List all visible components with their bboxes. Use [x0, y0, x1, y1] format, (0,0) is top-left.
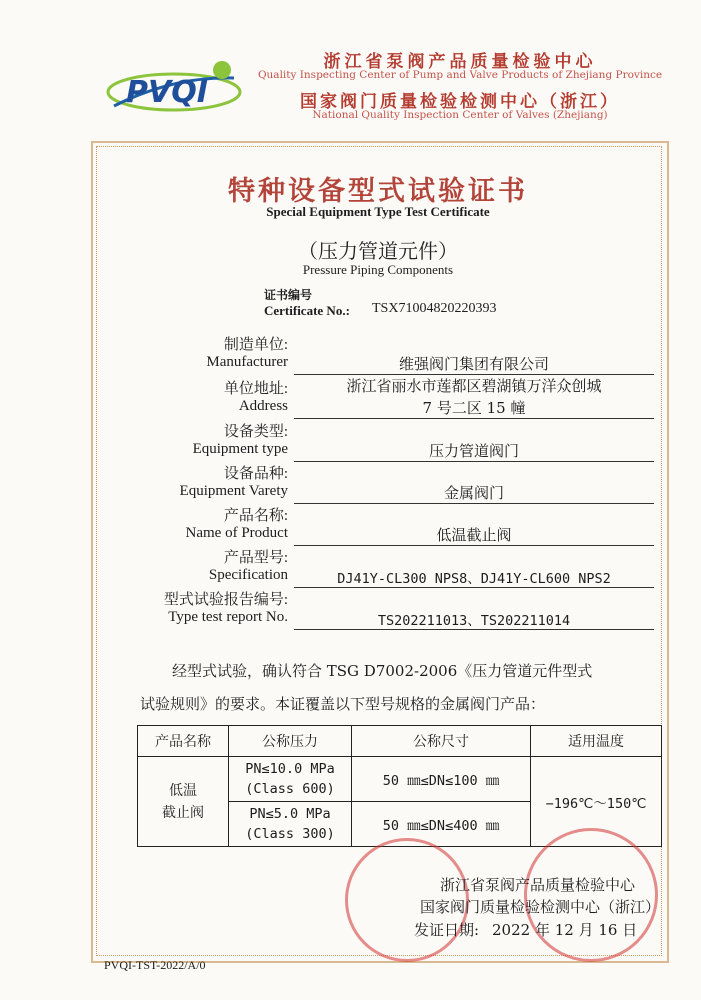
equipment-variety-underline	[294, 503, 654, 504]
statement-line2: 试验规则》的要求。本证覆盖以下型号规格的金属阀门产品：	[140, 695, 546, 713]
table-row	[138, 757, 662, 802]
equipment-type-label-en: Equipment type	[192, 441, 288, 457]
report-label-en: Type test report No.	[168, 609, 288, 625]
pressure-class: (Class 300)	[245, 826, 335, 842]
table-header: 适用温度	[531, 726, 662, 757]
equipment-variety-label-en: Equipment Varety	[179, 483, 288, 499]
report-label-cn: 型式试验报告编号:	[163, 592, 288, 608]
title-cn: 特种设备型式试验证书	[228, 176, 528, 207]
table-size-cell: 50 ㎜≤DN≤100 ㎜	[352, 757, 531, 802]
signature-org-2: 国家阀门质量检验检测中心（浙江）	[419, 898, 660, 916]
table-header-row	[138, 726, 662, 757]
product-name-value: 低温截止阀	[436, 526, 512, 544]
report-value: TS202211013、TS202211014	[377, 613, 571, 629]
manufacturer-label-cn: 制造单位:	[223, 337, 288, 353]
table-pressure-cell	[229, 802, 352, 847]
table-product-line2: 截止阀	[162, 804, 204, 821]
address-underline	[294, 418, 654, 419]
header-org-cn-2: 国家阀门质量检验检测中心（浙江）	[300, 92, 620, 112]
document-code: PVQI-TST-2022/A/0	[104, 958, 206, 972]
pressure-class: (Class 600)	[245, 781, 335, 797]
pvqi-logo	[104, 56, 244, 126]
equipment-variety-label-cn: 设备品种:	[223, 466, 288, 482]
certificate-no-label-en: Certificate No.:	[264, 303, 350, 318]
table-temperature-cell: −196℃～150℃	[531, 757, 662, 847]
official-seal-right	[524, 828, 658, 962]
address-label-cn: 单位地址:	[223, 381, 288, 397]
signature-date: 2022 年 12 月 16 日	[492, 921, 638, 939]
product-name-label-cn: 产品名称:	[223, 508, 288, 524]
signature-org-1: 浙江省泵阀产品质量检验中心	[439, 876, 635, 894]
title-en: Special Equipment Type Test Certificate	[266, 204, 490, 219]
product-name-label-en: Name of Product	[185, 525, 288, 541]
table-product-line1: 低温	[169, 782, 197, 799]
header-org-cn-1: 浙江省泵阀产品质量检验中心	[323, 52, 597, 72]
pressure-value: PN≤10.0 MPa	[245, 761, 335, 777]
statement-line1: 经型式试验，确认符合 TSG D7002-2006《压力管道元件型式	[172, 662, 593, 680]
certificate-no-label-cn: 证书编号	[264, 288, 313, 302]
address-label-en: Address	[238, 398, 288, 414]
equipment-variety-value: 金属阀门	[443, 484, 504, 502]
certificate-number: TSX71004820220393	[372, 301, 497, 316]
table-header: 公称压力	[229, 726, 352, 757]
report-underline	[294, 629, 654, 630]
address-value-line1: 浙江省丽水市莲都区碧湖镇万洋众创城	[346, 377, 602, 395]
specification-label-en: Specification	[208, 567, 288, 583]
address-value-line2: 7 号二区 15 幢	[422, 399, 526, 417]
table-header: 产品名称	[138, 726, 229, 757]
subtitle-cn: （压力管道元件）	[298, 239, 458, 263]
equipment-type-underline	[294, 461, 654, 462]
table-header: 公称尺寸	[352, 726, 531, 757]
table-pressure-cell	[229, 757, 352, 802]
manufacturer-label-en: Manufacturer	[206, 354, 288, 370]
svg-text:PVQI: PVQI	[126, 75, 208, 110]
table-size-cell: 50 ㎜≤DN≤400 ㎜	[352, 802, 531, 847]
pressure-value: PN≤5.0 MPa	[249, 806, 331, 822]
specification-underline	[294, 587, 654, 588]
header-org-en-1: Quality Inspecting Center of Pump and Valve Products of Zhejiang Province	[257, 69, 663, 81]
manufacturer-value: 维强阀门集团有限公司	[398, 355, 549, 373]
product-name-underline	[294, 545, 654, 546]
equipment-type-label-cn: 设备类型:	[223, 424, 288, 440]
signature-date-label: 发证日期:	[414, 921, 480, 939]
table-product-cell	[138, 757, 229, 847]
equipment-type-value: 压力管道阀门	[428, 442, 519, 460]
specification-value: DJ41Y-CL300 NPS8、DJ41Y-CL600 NPS2	[337, 571, 611, 587]
header-org-en-2: National Quality Inspection Center of Valves (Zhejiang)	[312, 109, 608, 121]
specification-label-cn: 产品型号:	[223, 550, 288, 566]
subtitle-en: Pressure Piping Components	[302, 262, 454, 277]
